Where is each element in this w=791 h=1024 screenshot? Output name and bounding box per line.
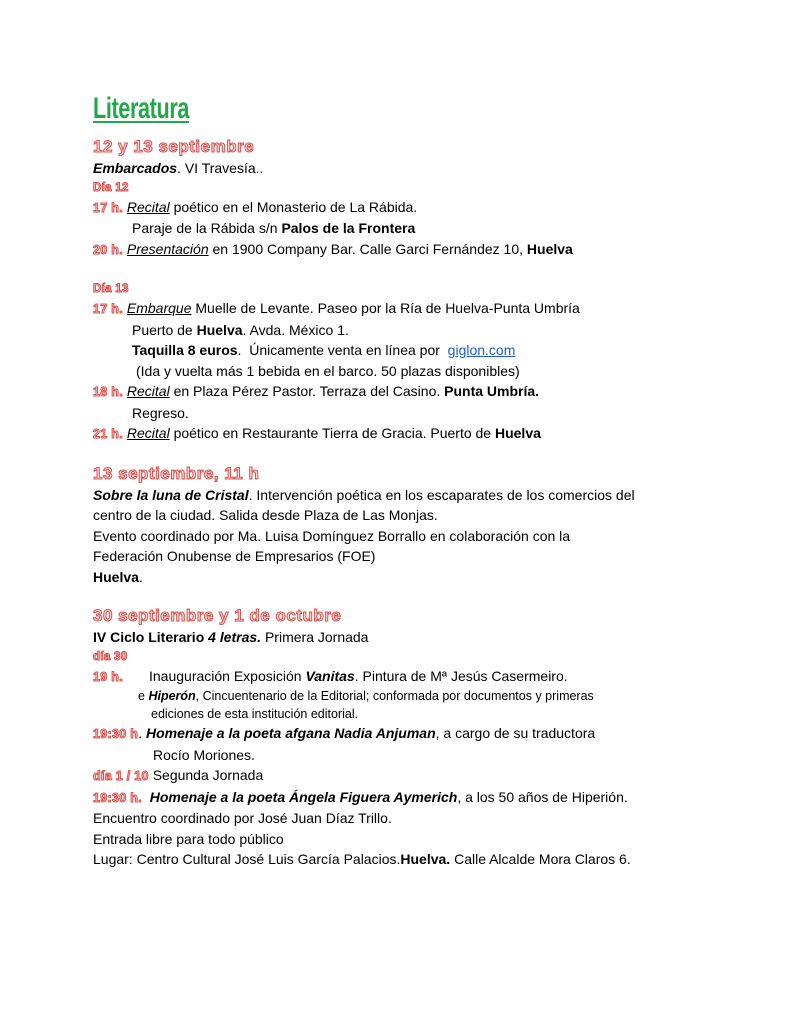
schedule-item-detail: Paraje de la Rábida s/n Palos de la Frontera <box>132 220 416 236</box>
section-heading-ciclo: 30 septiembre y 1 de octubre <box>93 606 342 625</box>
event-title-embarcados: Embarcados. VI Travesía.. <box>93 160 264 176</box>
ticket-note: (Ida y vuelta más 1 bebida en el barco. 50 plazas disponibles) <box>136 362 520 379</box>
day-label-30: día 30 <box>93 650 128 663</box>
giglon-link[interactable]: giglon.com <box>447 342 516 358</box>
event-description: centro de la ciudad. Salida desde Plaza de Las Monjas. <box>93 507 438 523</box>
event-title-ciclo: IV Ciclo Literario 4 letras. Primera Jornada <box>93 629 369 645</box>
schedule-item-detail: Puerto de Huelva. Avda. México 1. <box>132 321 349 338</box>
schedule-item: 19:30 h. Homenaje a la poeta Ángela Figuera Aymerich, a los 50 años de Hiperión. <box>93 788 628 805</box>
event-description: Federación Onubense de Empresarios (FOE) <box>93 548 376 564</box>
schedule-item: 18 h. Recital en Plaza Pérez Pastor. Terraza del Casino. Punta Umbría. <box>93 383 540 399</box>
event-coordinator: Encuentro coordinado por José Juan Díaz Trillo. <box>93 810 392 826</box>
event-place: Huelva. <box>93 568 143 585</box>
schedule-item: 19 h. Inauguración Exposición Vanitas. Pintura de Mª Jesús Casermeiro. <box>93 667 568 684</box>
event-venue: Lugar: Centro Cultural José Luis García Palacios.Huelva. Calle Alcalde Mora Claros 6. <box>93 851 631 867</box>
page-title: Literatura <box>93 92 190 125</box>
schedule-item: 19:30 h. Homenaje a la poeta afgana Nadia Anjuman, a cargo de su traductora <box>93 725 596 741</box>
day-label-1-10: día 1 / 10 Segunda Jornada <box>93 767 264 783</box>
document-page <box>93 92 733 870</box>
schedule-item: 20 h. Presentación en 1900 Company Bar. Calle Garci Fernández 10, Huelva <box>93 240 573 257</box>
schedule-item-detail: Regreso. <box>132 404 189 421</box>
event-description: Sobre la luna de Cristal. Intervención poética en los escaparates de los comercios del <box>93 486 635 503</box>
schedule-item-detail: ediciones de esta institución editorial. <box>151 707 359 721</box>
day-label-13: Día 13 <box>93 283 129 295</box>
schedule-item-detail: e Hiperón, Cincuentenario de la Editorial; conformada por documentos y primeras <box>138 689 594 703</box>
event-admission: Entrada libre para todo público <box>93 830 284 847</box>
schedule-item-detail: Rocío Moriones. <box>153 746 255 763</box>
day-label-12: Día 12 <box>93 181 129 194</box>
section-heading-luna: 13 septiembre, 11 h <box>93 463 260 483</box>
schedule-item: 21 h. Recital poético en Restaurante Tierra de Gracia. Puerto de Huelva <box>93 425 541 441</box>
event-description: Evento coordinado por Ma. Luisa Domínguez Borrallo en colaboración con la <box>93 527 571 544</box>
ticket-info: Taquilla 8 euros. Únicamente venta en línea por giglon.com <box>132 342 516 358</box>
schedule-item: 17 h. Recital poético en el Monasterio de La Rábida. <box>93 198 418 215</box>
section-heading-embarcados: 12 y 13 septiembre <box>93 137 255 156</box>
schedule-item: 17 h. Embarque Muelle de Levante. Paseo por la Ría de Huelva-Punta Umbría <box>93 300 580 316</box>
